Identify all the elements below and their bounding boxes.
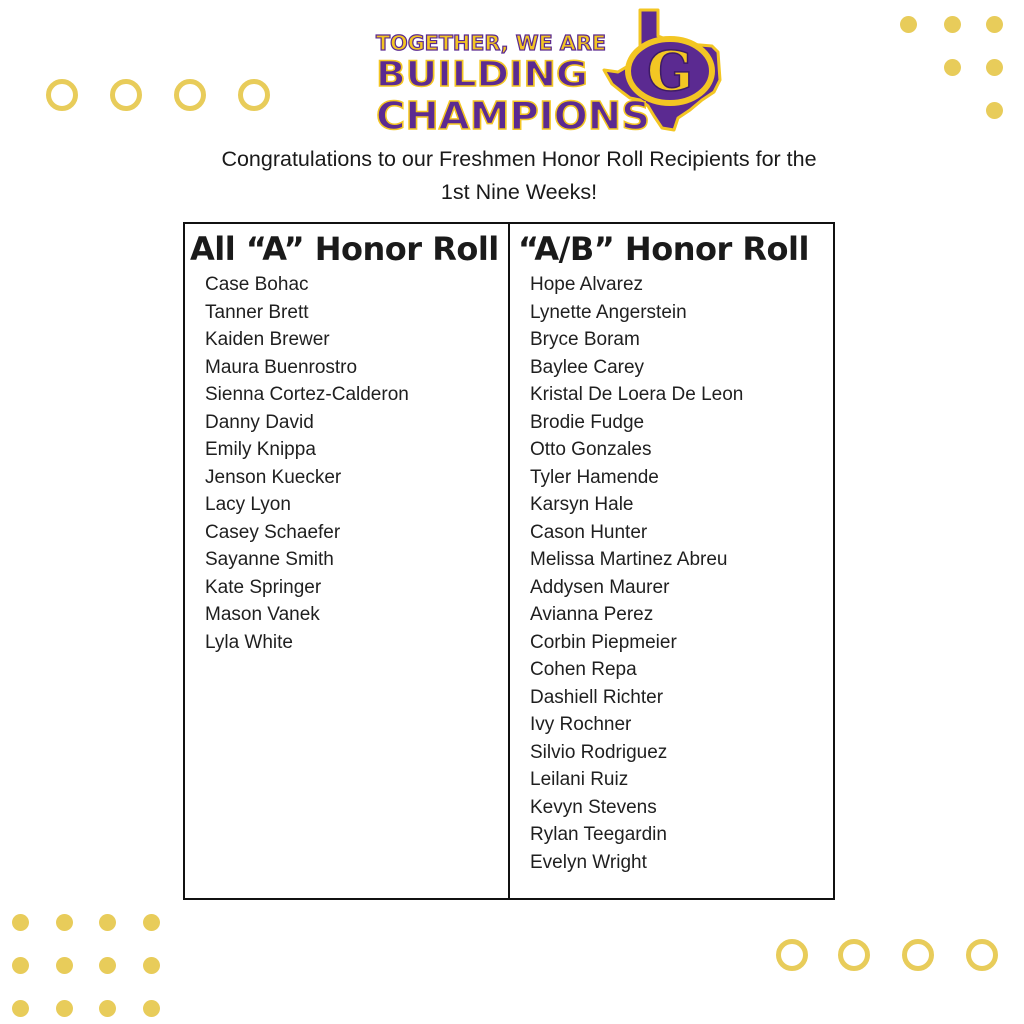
decor-dot <box>99 957 116 974</box>
student-name: Brodie Fudge <box>530 411 645 433</box>
decor-dot <box>986 59 1003 76</box>
decor-ring <box>776 939 808 971</box>
student-name: Kate Springer <box>205 576 322 598</box>
student-name: Casey Schaefer <box>205 521 341 543</box>
student-name: Karsyn Hale <box>530 494 634 515</box>
student-name: Addysen Maurer <box>530 576 670 598</box>
student-name: Lynette Angerstein <box>530 301 687 323</box>
building-champions-logo <box>372 8 724 136</box>
student-name: Avianna Perez <box>530 604 654 625</box>
decor-dot <box>143 957 160 974</box>
decor-dot <box>99 914 116 931</box>
banner-line-2: BUILDING <box>376 55 588 95</box>
decor-dot <box>12 1000 29 1017</box>
decor-dot <box>900 16 917 33</box>
student-name: Case Bohac <box>205 274 309 295</box>
decor-dot <box>944 59 961 76</box>
student-name: Sayanne Smith <box>205 549 334 570</box>
ab-honor-roll-title: “A/B” Honor Roll <box>518 230 809 268</box>
decor-ring <box>46 79 78 111</box>
student-name: Kristal De Loera De Leon <box>530 384 744 405</box>
decor-dot <box>12 957 29 974</box>
student-name: Ivy Rochner <box>530 714 632 735</box>
student-name: Rylan Teegardin <box>530 824 667 845</box>
student-name: Sienna Cortez-Calderon <box>205 384 409 405</box>
student-name: Tanner Brett <box>205 301 309 323</box>
student-name: Evelyn Wright <box>530 851 647 873</box>
decor-dot <box>56 914 73 931</box>
student-name: Lacy Lyon <box>205 494 291 515</box>
decor-ring <box>902 939 934 971</box>
student-name: Kevyn Stevens <box>530 796 657 818</box>
student-name: Danny David <box>205 411 314 433</box>
student-name: Corbin Piepmeier <box>530 631 677 653</box>
student-name: Melissa Martinez Abreu <box>530 549 728 570</box>
banner-line-1: TOGETHER, WE ARE <box>376 31 606 55</box>
student-name: Maura Buenrostro <box>205 356 358 378</box>
decor-dot <box>12 914 29 931</box>
honor-roll-table <box>183 222 835 900</box>
intro-line-2: 1st Nine Weeks! <box>440 180 598 204</box>
all-a-name-list <box>205 271 409 656</box>
student-name: Leilani Ruiz <box>530 769 629 790</box>
decor-dot <box>99 1000 116 1017</box>
decor-ring <box>110 79 142 111</box>
ab-name-list <box>530 271 743 876</box>
ab-honor-roll-column <box>508 224 833 898</box>
decor-dot <box>56 1000 73 1017</box>
student-name: Tyler Hamende <box>530 466 659 488</box>
student-name: Cohen Repa <box>530 659 637 680</box>
student-name: Kaiden Brewer <box>205 329 330 350</box>
all-a-honor-roll-title: All “A” Honor Roll <box>190 230 499 268</box>
intro-line-1: Congratulations to our Freshmen Honor Roll Recipients for the <box>221 147 817 171</box>
student-name: Silvio Rodriguez <box>530 741 668 763</box>
student-name: Mason Vanek <box>205 604 320 625</box>
decor-ring <box>174 79 206 111</box>
decor-ring <box>238 79 270 111</box>
student-name: Lyla White <box>205 631 293 653</box>
decor-dot <box>986 16 1003 33</box>
student-name: Hope Alvarez <box>530 274 644 295</box>
all-a-honor-roll-column <box>185 224 508 898</box>
student-name: Bryce Boram <box>530 329 640 350</box>
student-name: Cason Hunter <box>530 521 648 543</box>
student-name: Baylee Carey <box>530 356 645 378</box>
decor-dot <box>944 16 961 33</box>
g-emblem-letter: G <box>646 39 694 103</box>
student-name: Otto Gonzales <box>530 439 652 460</box>
decor-ring <box>838 939 870 971</box>
banner-line-3: CHAMPIONS <box>376 94 650 136</box>
student-name: Dashiell Richter <box>530 686 664 708</box>
decor-dot <box>143 914 160 931</box>
decor-ring <box>966 939 998 971</box>
decor-dot <box>986 102 1003 119</box>
intro-message <box>120 143 918 209</box>
student-name: Emily Knippa <box>205 439 316 460</box>
decor-dot <box>56 957 73 974</box>
student-name: Jenson Kuecker <box>205 466 342 488</box>
decor-dot <box>143 1000 160 1017</box>
